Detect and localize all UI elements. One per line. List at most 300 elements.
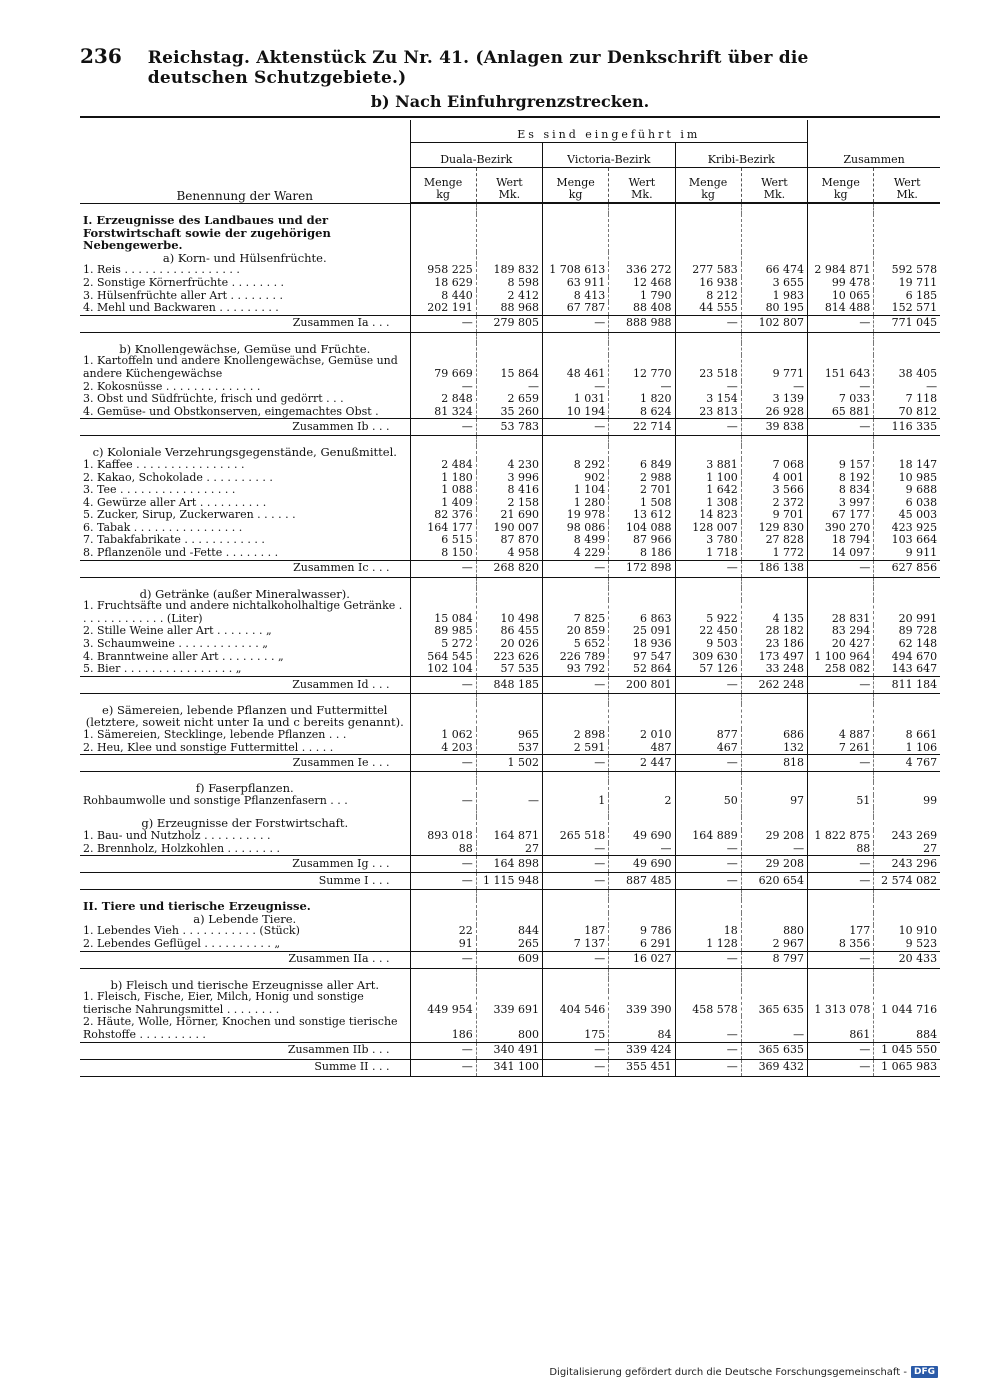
value-cell: — — [741, 381, 807, 394]
column-header-label: Menge — [556, 175, 595, 189]
spacer-cell — [874, 332, 940, 343]
value-cell — [741, 900, 807, 913]
value-cell: 15 084 — [410, 600, 476, 625]
section-heading-row — [80, 214, 940, 252]
spacer-cell — [808, 693, 874, 704]
column-header-unit: kg — [701, 188, 715, 202]
value-cell: 8 192 — [808, 472, 874, 485]
value-cell: 7 068 — [741, 459, 807, 472]
value-cell: 10 910 — [874, 925, 940, 938]
value-cell: 1 718 — [675, 547, 741, 560]
spacer-cell — [741, 332, 807, 343]
spacer-cell — [609, 807, 675, 817]
value-cell: 18 794 — [808, 534, 874, 547]
row-label: 2. Sonstige Körnerfrüchte . . . . . . . . — [83, 276, 285, 289]
value-cell — [675, 343, 741, 356]
value-cell: 88 968 — [476, 302, 542, 315]
value-cell: 202 191 — [410, 302, 476, 315]
value-cell — [476, 900, 542, 913]
value-cell: 44 555 — [675, 302, 741, 315]
value-cell: 609 — [476, 951, 542, 968]
table-body — [80, 203, 940, 1076]
value-cell: — — [543, 315, 609, 332]
subsection-heading-row — [80, 704, 940, 729]
value-cell: — — [410, 856, 476, 873]
value-cell: 200 801 — [609, 676, 675, 693]
value-cell: 1 280 — [543, 497, 609, 510]
value-cell: — — [410, 560, 476, 577]
spacer-cell — [609, 436, 675, 447]
value-cell — [543, 588, 609, 601]
value-cell — [410, 214, 476, 252]
spacer-cell — [609, 968, 675, 979]
value-cell — [543, 214, 609, 252]
value-cell — [808, 979, 874, 992]
column-header-label: Wert — [628, 175, 656, 189]
value-cell: 8 440 — [410, 290, 476, 303]
value-cell: 800 — [476, 1016, 542, 1042]
value-cell: 369 432 — [741, 1059, 807, 1076]
subtotal-row — [80, 676, 940, 693]
value-cell: 50 — [675, 795, 741, 808]
value-cell: 66 474 — [741, 264, 807, 277]
value-cell: 1 508 — [609, 497, 675, 510]
value-cell: 6 515 — [410, 534, 476, 547]
value-cell — [741, 782, 807, 795]
value-cell: 102 807 — [741, 315, 807, 332]
spacer-row — [80, 693, 940, 704]
row-label: 1. Kaffee . . . . . . . . . . . . . . . . — [83, 458, 245, 471]
value-cell: 2 158 — [476, 497, 542, 510]
value-cell: 67 177 — [808, 509, 874, 522]
table-row — [80, 742, 940, 755]
value-cell: 63 911 — [543, 277, 609, 290]
value-cell: — — [675, 1042, 741, 1059]
value-cell: 67 787 — [543, 302, 609, 315]
table-row — [80, 484, 940, 497]
value-cell: — — [808, 951, 874, 968]
value-cell: 89 728 — [874, 625, 940, 638]
value-cell: 39 838 — [741, 419, 807, 436]
spacer-cell — [675, 968, 741, 979]
value-cell: 83 294 — [808, 625, 874, 638]
value-cell: — — [675, 843, 741, 856]
value-cell: 1 308 — [675, 497, 741, 510]
value-cell — [675, 900, 741, 913]
value-cell: — — [675, 1016, 741, 1042]
spacer-row — [80, 772, 940, 783]
value-cell: 19 711 — [874, 277, 940, 290]
spacer-cell — [675, 807, 741, 817]
spacer-cell — [476, 436, 542, 447]
spacer-cell — [543, 577, 609, 588]
value-cell: — — [410, 795, 476, 808]
value-cell — [609, 782, 675, 795]
value-cell: 6 291 — [609, 938, 675, 951]
value-cell: — — [808, 873, 874, 890]
value-cell — [543, 900, 609, 913]
spacer-cell — [609, 203, 675, 214]
column-header-label: Wert — [893, 175, 921, 189]
page-header — [80, 44, 910, 88]
value-cell: 8 413 — [543, 290, 609, 303]
value-cell — [543, 979, 609, 992]
spacer-cell — [741, 807, 807, 817]
value-cell: 2 412 — [476, 290, 542, 303]
value-cell: 7 261 — [808, 742, 874, 755]
table-row — [80, 663, 940, 676]
value-cell: 884 — [874, 1016, 940, 1042]
value-cell: 164 889 — [675, 830, 741, 843]
value-cell: — — [675, 560, 741, 577]
value-cell: 164 177 — [410, 522, 476, 535]
column-header-label: Menge — [688, 175, 728, 189]
value-cell: 21 690 — [476, 509, 542, 522]
value-cell: 458 578 — [675, 991, 741, 1016]
value-cell: 449 954 — [410, 991, 476, 1016]
value-cell: 57 126 — [675, 663, 741, 676]
value-cell: 627 856 — [874, 560, 940, 577]
value-cell: 81 324 — [410, 406, 476, 419]
value-cell: 243 269 — [874, 830, 940, 843]
value-cell — [543, 782, 609, 795]
value-cell: — — [808, 419, 874, 436]
value-cell: 20 026 — [476, 638, 542, 651]
table-row — [80, 302, 940, 315]
value-cell: 390 270 — [808, 522, 874, 535]
value-cell: — — [808, 676, 874, 693]
value-cell: 9 786 — [609, 925, 675, 938]
value-cell: 22 714 — [609, 419, 675, 436]
table-row — [80, 925, 940, 938]
value-cell: 27 828 — [741, 534, 807, 547]
spacer-cell — [543, 807, 609, 817]
table-row — [80, 830, 940, 843]
value-cell: 9 157 — [808, 459, 874, 472]
value-cell: 265 — [476, 938, 542, 951]
table-row — [80, 393, 940, 406]
spacer-cell — [741, 890, 807, 901]
value-cell: 341 100 — [476, 1059, 542, 1076]
spacer-cell — [741, 968, 807, 979]
spacer-cell — [675, 890, 741, 901]
value-cell: 23 518 — [675, 355, 741, 380]
spacer-cell — [874, 203, 940, 214]
value-cell: 355 451 — [609, 1059, 675, 1076]
spacer-cell — [476, 968, 542, 979]
value-cell: 27 — [874, 843, 940, 856]
value-cell: 12 770 — [609, 355, 675, 380]
value-cell: — — [543, 843, 609, 856]
spacer-row — [80, 203, 940, 214]
value-cell: 1 115 948 — [476, 873, 542, 890]
subtotal-row — [80, 315, 940, 332]
value-cell: 262 248 — [741, 676, 807, 693]
value-cell: 8 292 — [543, 459, 609, 472]
value-cell: 2 591 — [543, 742, 609, 755]
value-cell: 65 881 — [808, 406, 874, 419]
spacer-cell — [543, 968, 609, 979]
column-header-unit: Mk. — [763, 188, 786, 202]
section-title: b) Nach Einfuhrgrenzstrecken. — [370, 92, 650, 111]
value-cell: 958 225 — [410, 264, 476, 277]
value-cell — [874, 979, 940, 992]
value-cell: 49 690 — [609, 830, 675, 843]
value-cell — [808, 343, 874, 356]
row-label: Zusammen Ia . . . — [80, 315, 410, 332]
row-label: 4. Branntweine aller Art . . . . . . . . „ — [83, 650, 284, 663]
value-cell: 7 137 — [543, 938, 609, 951]
value-cell: 9 688 — [874, 484, 940, 497]
value-cell: — — [609, 843, 675, 856]
value-cell: 20 433 — [874, 951, 940, 968]
spacer-cell — [675, 577, 741, 588]
value-cell: 902 — [543, 472, 609, 485]
value-cell: — — [543, 381, 609, 394]
row-label: 3. Schaumweine . . . . . . . . . . . . „ — [83, 638, 268, 651]
table-row — [80, 938, 940, 951]
digitization-note — [549, 1366, 938, 1378]
value-cell: 20 991 — [874, 600, 940, 625]
spacer-row — [80, 436, 940, 447]
value-cell: 102 104 — [410, 663, 476, 676]
column-header-menge — [410, 168, 476, 204]
value-cell: 9 523 — [874, 938, 940, 951]
column-header-unit: Mk. — [896, 188, 918, 202]
row-label: I. Erzeugnisse des Landbaues und der Forstwirtschaft sowie der zugehörigen Nebengewerbe. — [83, 214, 331, 252]
value-cell: 173 497 — [741, 651, 807, 664]
value-cell — [874, 343, 940, 356]
value-cell: 4 767 — [874, 755, 940, 772]
value-cell: 62 148 — [874, 638, 940, 651]
value-cell: 8 212 — [675, 290, 741, 303]
value-cell: 4 230 — [476, 459, 542, 472]
spacer-cell — [808, 807, 874, 817]
value-cell: — — [410, 315, 476, 332]
row-label: 4. Gemüse- und Obstkonserven, eingemachtes Obst . — [83, 405, 379, 418]
spacer-cell — [808, 436, 874, 447]
value-cell: 8 797 — [741, 951, 807, 968]
row-label: 2. Kokosnüsse . . . . . . . . . . . . . . — [83, 380, 261, 393]
value-cell: 5 272 — [410, 638, 476, 651]
table-row — [80, 991, 940, 1016]
value-cell: 277 583 — [675, 264, 741, 277]
column-header-unit: kg — [833, 188, 848, 202]
value-cell: 103 664 — [874, 534, 940, 547]
value-cell: 3 655 — [741, 277, 807, 290]
spacer-cell — [874, 772, 940, 783]
value-cell — [741, 979, 807, 992]
value-cell: — — [410, 951, 476, 968]
spacer-cell — [80, 577, 410, 588]
value-cell: — — [675, 419, 741, 436]
value-cell — [874, 214, 940, 252]
column-header-wert — [874, 168, 940, 204]
column-header-wert — [476, 168, 542, 204]
row-label: Zusammen Ig . . . — [80, 856, 410, 873]
value-cell: 8 416 — [476, 484, 542, 497]
value-cell: 861 — [808, 1016, 874, 1042]
row-label: f) Faserpflanzen. — [195, 782, 294, 795]
value-cell: — — [675, 951, 741, 968]
table-row — [80, 795, 940, 808]
value-cell: 18 936 — [609, 638, 675, 651]
spacer-cell — [410, 890, 476, 901]
value-cell: 265 518 — [543, 830, 609, 843]
top-rule — [80, 116, 940, 118]
value-cell: 2 701 — [609, 484, 675, 497]
value-cell — [609, 343, 675, 356]
digitization-note-text: Digitalisierung gefördert durch die Deutsche Forschungsgemeinschaft - — [549, 1366, 907, 1378]
value-cell: 19 978 — [543, 509, 609, 522]
sum-row — [80, 1059, 940, 1076]
spacer-cell — [543, 203, 609, 214]
spacer-cell — [808, 968, 874, 979]
dfg-logo: DFG — [911, 1366, 938, 1378]
value-cell: 494 670 — [874, 651, 940, 664]
row-label: 2. Kakao, Schokolade . . . . . . . . . . — [83, 471, 273, 484]
value-cell: — — [741, 1016, 807, 1042]
value-cell: 128 007 — [675, 522, 741, 535]
value-cell — [808, 782, 874, 795]
value-cell: 4 135 — [741, 600, 807, 625]
value-cell — [476, 704, 542, 729]
value-cell: 592 578 — [874, 264, 940, 277]
value-cell: 152 571 — [874, 302, 940, 315]
spacer-cell — [609, 577, 675, 588]
row-label: Zusammen IIb . . . — [80, 1042, 410, 1059]
spacer-cell — [808, 577, 874, 588]
row-label: g) Erzeugnisse der Forstwirtschaft. — [141, 817, 349, 830]
value-cell: 18 629 — [410, 277, 476, 290]
value-cell: 18 — [675, 925, 741, 938]
value-cell: 49 690 — [609, 856, 675, 873]
column-header-label: Wert — [496, 175, 523, 189]
value-cell: 2 967 — [741, 938, 807, 951]
import-table — [80, 120, 940, 1077]
value-cell: 22 — [410, 925, 476, 938]
value-cell: 336 272 — [609, 264, 675, 277]
table-row — [80, 277, 940, 290]
table-row — [80, 1016, 940, 1042]
value-cell: — — [543, 1042, 609, 1059]
value-cell: 6 863 — [609, 600, 675, 625]
subtotal-row — [80, 560, 940, 577]
column-header-label: Menge — [423, 175, 463, 189]
value-cell: 258 082 — [808, 663, 874, 676]
value-cell — [741, 343, 807, 356]
value-cell — [808, 588, 874, 601]
value-cell: 9 701 — [741, 509, 807, 522]
spacer-row — [80, 807, 940, 817]
table-row — [80, 459, 940, 472]
value-cell: 27 — [476, 843, 542, 856]
value-cell: 3 154 — [675, 393, 741, 406]
row-label: 1. Bau- und Nutzholz . . . . . . . . . . — [83, 829, 271, 842]
value-cell — [675, 214, 741, 252]
value-cell — [609, 214, 675, 252]
value-cell: 2 010 — [609, 729, 675, 742]
value-cell: 404 546 — [543, 991, 609, 1016]
value-cell: — — [543, 951, 609, 968]
subtotal-row — [80, 1042, 940, 1059]
spacer-cell — [410, 968, 476, 979]
value-cell: 186 — [410, 1016, 476, 1042]
value-cell: 4 203 — [410, 742, 476, 755]
value-cell: 965 — [476, 729, 542, 742]
value-cell: 8 499 — [543, 534, 609, 547]
value-cell — [675, 782, 741, 795]
value-cell: 116 335 — [874, 419, 940, 436]
row-label: Zusammen Ib . . . — [80, 419, 410, 436]
value-cell: 1 772 — [741, 547, 807, 560]
value-cell: 1 790 — [609, 290, 675, 303]
value-cell: 339 691 — [476, 991, 542, 1016]
spacer-cell — [476, 332, 542, 343]
value-cell: 16 027 — [609, 951, 675, 968]
value-cell: 91 — [410, 938, 476, 951]
value-cell: — — [410, 1042, 476, 1059]
value-cell: 80 195 — [741, 302, 807, 315]
table-row — [80, 638, 940, 651]
value-cell: 423 925 — [874, 522, 940, 535]
value-cell: 87 966 — [609, 534, 675, 547]
row-label: 1. Fleisch, Fische, Eier, Milch, Honig und sonstige tierische Nahrungsmittel . . . . . . . . — [83, 991, 364, 1016]
row-label: Summe I . . . — [80, 873, 410, 890]
value-cell — [741, 588, 807, 601]
table-row — [80, 547, 940, 560]
value-cell: 339 390 — [609, 991, 675, 1016]
subtotal-row — [80, 755, 940, 772]
value-cell: 88 — [808, 843, 874, 856]
value-cell — [476, 343, 542, 356]
spacer-cell — [874, 890, 940, 901]
value-cell: 5 922 — [675, 600, 741, 625]
value-cell: 57 535 — [476, 663, 542, 676]
spacer-cell — [874, 436, 940, 447]
value-cell: 89 985 — [410, 625, 476, 638]
value-cell: 1 088 — [410, 484, 476, 497]
value-cell: — — [874, 381, 940, 394]
value-cell: 1 820 — [609, 393, 675, 406]
value-cell: — — [808, 560, 874, 577]
page-number: 236 — [80, 44, 122, 68]
value-cell: 84 — [609, 1016, 675, 1042]
row-label: Rohbaumwolle und sonstige Pflanzenfasern . . . — [83, 794, 348, 807]
value-cell — [874, 900, 940, 913]
spacer-cell — [741, 772, 807, 783]
row-label: 5. Zucker, Sirup, Zuckerwaren . . . . . . — [83, 509, 296, 522]
value-cell: 564 545 — [410, 651, 476, 664]
row-label: a) Lebende Tiere. — [193, 912, 297, 926]
spacer-cell — [874, 807, 940, 817]
value-cell: 8 624 — [609, 406, 675, 419]
value-cell: 226 789 — [543, 651, 609, 664]
value-cell: 1 409 — [410, 497, 476, 510]
row-label: c) Koloniale Verzehrungsgegenstände, Genußmittel. — [92, 446, 397, 459]
row-label: 2. Brennholz, Holzkohlen . . . . . . . . — [83, 842, 280, 855]
spacer-cell — [741, 577, 807, 588]
value-cell: 29 208 — [741, 830, 807, 843]
value-cell: 8 661 — [874, 729, 940, 742]
table-row — [80, 406, 940, 419]
spacer-cell — [741, 436, 807, 447]
value-cell: 9 503 — [675, 638, 741, 651]
value-cell: 10 194 — [543, 406, 609, 419]
value-cell: 8 598 — [476, 277, 542, 290]
value-cell: 3 139 — [741, 393, 807, 406]
value-cell: 339 424 — [609, 1042, 675, 1059]
